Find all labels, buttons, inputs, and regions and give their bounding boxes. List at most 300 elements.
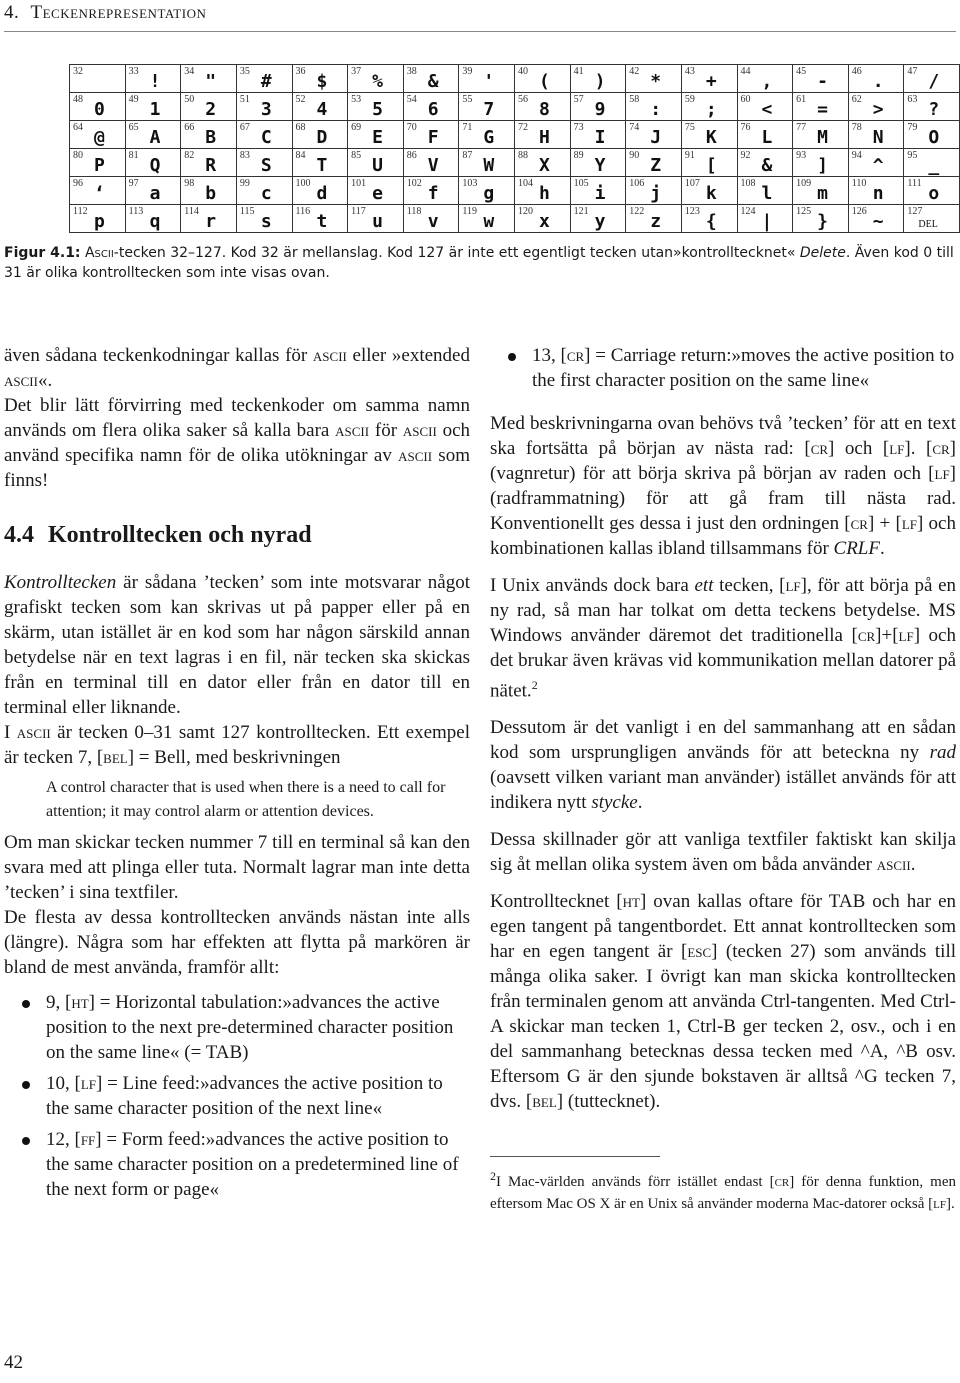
ascii-code: 35 bbox=[239, 66, 250, 77]
paragraph: De flesta av dessa kontrolltecken används nästan inte alls (längre). Några som har effekten att flytta på markören är bland de mest använda, framför allt: bbox=[4, 907, 470, 978]
ascii-cell bbox=[515, 177, 571, 205]
ascii-char: 5 bbox=[372, 99, 383, 120]
ascii-cell bbox=[403, 149, 459, 177]
ascii-cell bbox=[626, 177, 682, 205]
ascii-cell bbox=[181, 121, 237, 149]
ascii-char: o bbox=[928, 183, 940, 204]
ascii-cell bbox=[459, 177, 515, 205]
ascii-cell bbox=[570, 121, 626, 149]
ascii-cell bbox=[848, 93, 904, 121]
ascii-code: 51 bbox=[239, 94, 250, 105]
ascii-char: ] bbox=[817, 155, 828, 176]
ascii-char: 9 bbox=[594, 99, 606, 120]
ascii-cell bbox=[515, 205, 571, 233]
ascii-code: 58 bbox=[629, 94, 640, 105]
ascii-cell bbox=[904, 205, 960, 233]
ascii-cell bbox=[459, 205, 515, 233]
ascii-char: & bbox=[427, 71, 439, 92]
ascii-cell bbox=[292, 205, 348, 233]
ascii-code: 89 bbox=[573, 150, 584, 161]
ascii-code: 108 bbox=[740, 178, 756, 189]
ascii-code: 33 bbox=[128, 66, 139, 77]
ascii-cell bbox=[570, 177, 626, 205]
ascii-char: ~ bbox=[872, 211, 884, 232]
ascii-char: % bbox=[372, 71, 383, 92]
ascii-cell bbox=[737, 177, 793, 205]
ascii-char: l bbox=[761, 183, 773, 204]
ascii-code: 98 bbox=[184, 178, 195, 189]
ascii-code: 57 bbox=[573, 94, 584, 105]
ascii-code: 117 bbox=[351, 206, 366, 217]
ascii-cell bbox=[793, 121, 849, 149]
ascii-cell bbox=[626, 121, 682, 149]
block-quote: A control character that is used when there is a need to call for attention; it may control alarm or attention devices. bbox=[46, 779, 446, 820]
ascii-code: 46 bbox=[851, 66, 862, 77]
ascii-code: 114 bbox=[184, 206, 199, 217]
paragraph: Kontrolltecknet [ht] ovan kallas oftare för TAB och har en egen tangent på tangentbordet. Ett annat kontrolltecken som har en egen tangent är [esc] (tecken 27) som används till många olika saker. I övrigt kan man skicka kontrolltecken från terminalen genom att använda Ctrl-tangenten. Med Ctrl-A skickar man tecken 1, Ctrl-B ger tecken 2, osv., och i en del sammanhang betecknas dessa tecken med ^A, ^B osv. Eftersom G är den sjunde bokstaven är alltså ^G tecken 7, dvs. [bel] (tuttecknet). bbox=[490, 891, 956, 1113]
ascii-cell bbox=[570, 65, 626, 93]
ascii-cell bbox=[70, 149, 126, 177]
ascii-char: v bbox=[427, 211, 439, 232]
ascii-code: 40 bbox=[518, 66, 528, 77]
ascii-code: 41 bbox=[573, 66, 584, 77]
right-column bbox=[490, 343, 956, 1215]
ascii-cell bbox=[348, 65, 404, 93]
ascii-code: 37 bbox=[351, 66, 362, 77]
ascii-code: 92 bbox=[740, 150, 751, 161]
ascii-code: 93 bbox=[796, 150, 807, 161]
paragraph: Med beskrivningarna ovan behövs två ’tecken’ för att en text ska fortsätta på början av nästa rad: [cr] och [lf]. [cr] (vagnretur) för att börja skriva på början av raden och [lf] (radframmatning) för att gå fram till nästa rad. Konventionellt ges dessa i just den ordningen [cr] + [lf] och kombinationen kallas ibland tillsammans för CRLF. bbox=[490, 413, 956, 559]
ascii-char: _ bbox=[928, 155, 940, 176]
ascii-char: M bbox=[817, 127, 828, 148]
ascii-cell bbox=[348, 177, 404, 205]
ascii-cell bbox=[515, 93, 571, 121]
ascii-code: 111 bbox=[907, 178, 922, 189]
footnote-ref: 2 bbox=[531, 678, 538, 692]
ascii-cell bbox=[459, 65, 515, 93]
ascii-char: G bbox=[483, 127, 495, 148]
ascii-cell bbox=[626, 149, 682, 177]
bullet-list bbox=[490, 343, 956, 393]
ascii-code: 38 bbox=[406, 66, 417, 77]
ascii-code: 121 bbox=[573, 206, 589, 217]
list-item: 9, [ht] = Horizontal tabulation:»advances the active position to the next pre-determined character position on the same line« (= TAB) bbox=[4, 990, 470, 1065]
ascii-code: 44 bbox=[740, 66, 751, 77]
figure-caption bbox=[4, 243, 956, 283]
ascii-char: $ bbox=[316, 71, 328, 92]
list-item: 10, [lf] = Line feed:»advances the active position to the same character position of the next line« bbox=[4, 1071, 470, 1121]
left-column bbox=[4, 343, 470, 1208]
ascii-code: 71 bbox=[462, 122, 473, 133]
ascii-code: 91 bbox=[684, 150, 695, 161]
ascii-char: 1 bbox=[149, 99, 161, 120]
ascii-code: 100 bbox=[295, 178, 311, 189]
ascii-cell bbox=[348, 149, 404, 177]
ascii-char: p bbox=[94, 211, 105, 232]
ascii-char: m bbox=[817, 183, 828, 204]
ascii-cell bbox=[793, 65, 849, 93]
ascii-cell bbox=[348, 121, 404, 149]
ascii-cell bbox=[570, 93, 626, 121]
ascii-char: H bbox=[539, 127, 550, 148]
ascii-cell bbox=[904, 65, 960, 93]
ascii-char: f bbox=[427, 183, 439, 204]
ascii-char: c bbox=[260, 183, 272, 204]
section-heading bbox=[4, 523, 470, 548]
ascii-cell bbox=[181, 177, 237, 205]
ascii-code: 122 bbox=[629, 206, 645, 217]
ascii-char: i bbox=[594, 183, 606, 204]
ascii-cell bbox=[236, 65, 292, 93]
ascii-char: T bbox=[316, 155, 328, 176]
ascii-code: 116 bbox=[295, 206, 311, 217]
ascii-code: 112 bbox=[73, 206, 88, 217]
caption-text-1: -tecken 32–127. Kod 32 är mellanslag. Kod 127 är inte ett egentligt tecken utan»kontrolltecknet« bbox=[113, 245, 796, 261]
ascii-code: 55 bbox=[462, 94, 473, 105]
ascii-code: 102 bbox=[406, 178, 422, 189]
ascii-cell bbox=[737, 149, 793, 177]
caption-delete: Delete bbox=[799, 245, 846, 261]
ascii-cell bbox=[904, 93, 960, 121]
ascii-cell bbox=[737, 121, 793, 149]
ascii-cell bbox=[181, 205, 237, 233]
ascii-cell bbox=[737, 65, 793, 93]
ascii-cell bbox=[681, 121, 737, 149]
ascii-char: g bbox=[483, 183, 495, 204]
list-item: 13, [cr] = Carriage return:»moves the active position to the first character position on the same line« bbox=[490, 343, 956, 393]
ascii-code: 90 bbox=[629, 150, 640, 161]
ascii-code: 47 bbox=[907, 66, 918, 77]
ascii-char: Q bbox=[149, 155, 161, 176]
paragraph: I ascii är tecken 0–31 samt 127 kontrolltecken. Ett exempel är tecken 7, [bel] = Bell, med beskrivningen bbox=[4, 722, 470, 768]
ascii-char: 6 bbox=[427, 99, 439, 120]
ascii-char: > bbox=[872, 99, 884, 120]
ascii-char: J bbox=[650, 127, 662, 148]
ascii-char: / bbox=[928, 71, 940, 92]
ascii-char: N bbox=[872, 127, 884, 148]
ascii-cell bbox=[125, 149, 181, 177]
ascii-char: a bbox=[149, 183, 161, 204]
ascii-char: S bbox=[260, 155, 272, 176]
ascii-cell bbox=[292, 149, 348, 177]
ascii-code: 88 bbox=[518, 150, 528, 161]
ascii-code: 104 bbox=[518, 178, 533, 189]
ascii-cell bbox=[70, 205, 126, 233]
ascii-char: x bbox=[539, 211, 550, 232]
ascii-char: K bbox=[705, 127, 717, 148]
ascii-cell bbox=[236, 149, 292, 177]
ascii-code: 107 bbox=[684, 178, 700, 189]
ascii-cell bbox=[570, 149, 626, 177]
ascii-char: = bbox=[817, 99, 828, 120]
ascii-char: E bbox=[372, 127, 383, 148]
ascii-code: 69 bbox=[351, 122, 362, 133]
ascii-code: 118 bbox=[406, 206, 422, 217]
ascii-code: 87 bbox=[462, 150, 473, 161]
section-number: 4.4 bbox=[4, 522, 34, 548]
ascii-cell bbox=[626, 93, 682, 121]
ascii-cell bbox=[403, 177, 459, 205]
ascii-char: F bbox=[427, 127, 439, 148]
ascii-char: u bbox=[372, 211, 383, 232]
ascii-cell bbox=[904, 149, 960, 177]
ascii-cell bbox=[515, 121, 571, 149]
ascii-code: 48 bbox=[73, 94, 83, 105]
ascii-cell bbox=[125, 205, 181, 233]
ascii-code: 53 bbox=[351, 94, 362, 105]
ascii-code: 62 bbox=[851, 94, 862, 105]
paragraph: I Unix används dock bara ett tecken, [lf], för att börja på en ny rad, så man har tolkat om detta teckens betydelse. MS Windows använder däremot det traditionella [cr]+[lf] och det brukar även krävas vid kommunikation mellan datorer på nätet.$^2$ bbox=[490, 575, 957, 702]
ascii-code: 95 bbox=[907, 150, 918, 161]
ascii-cell bbox=[236, 93, 292, 121]
ascii-table bbox=[69, 64, 960, 233]
ascii-cell bbox=[515, 149, 571, 177]
ascii-cell bbox=[125, 65, 181, 93]
ascii-char: ! bbox=[149, 71, 161, 92]
ascii-cell bbox=[70, 93, 126, 121]
ascii-cell bbox=[737, 93, 793, 121]
ascii-code: 105 bbox=[573, 178, 589, 189]
ascii-code: 77 bbox=[796, 122, 807, 133]
ascii-char: < bbox=[761, 99, 773, 120]
ascii-cell bbox=[681, 65, 737, 93]
ascii-code: 86 bbox=[406, 150, 417, 161]
ascii-cell bbox=[403, 93, 459, 121]
ascii-char: @ bbox=[94, 127, 105, 148]
ascii-code: 68 bbox=[295, 122, 306, 133]
ascii-char: z bbox=[650, 211, 662, 232]
ascii-code: 42 bbox=[629, 66, 640, 77]
paragraph: även sådana teckenkodningar kallas för ascii eller »extended ascii«. bbox=[4, 345, 470, 391]
ascii-char: D bbox=[316, 127, 328, 148]
ascii-char: L bbox=[761, 127, 773, 148]
ascii-char: [ bbox=[705, 155, 717, 176]
ascii-char: R bbox=[205, 155, 217, 176]
ascii-char: k bbox=[705, 183, 717, 204]
ascii-cell bbox=[348, 93, 404, 121]
ascii-cell bbox=[125, 177, 181, 205]
ascii-code: 109 bbox=[796, 178, 812, 189]
ascii-code: 66 bbox=[184, 122, 195, 133]
ascii-code: 32 bbox=[73, 66, 83, 77]
footnote: $^2$I Mac-världen används förr istället endast [cr] för denna funktion, men eftersom Mac OS X är en Unix så använder moderna Mac-datorer också [lf]. bbox=[490, 1169, 956, 1213]
caption-ascii: Ascii bbox=[84, 245, 114, 261]
ascii-cell bbox=[403, 205, 459, 233]
ascii-code: 83 bbox=[239, 150, 250, 161]
ascii-code: 103 bbox=[462, 178, 478, 189]
ascii-code: 84 bbox=[295, 150, 306, 161]
ascii-cell bbox=[848, 65, 904, 93]
ascii-char: - bbox=[817, 71, 828, 92]
ascii-char: b bbox=[205, 183, 217, 204]
ascii-cell bbox=[181, 65, 237, 93]
ascii-code: 106 bbox=[629, 178, 645, 189]
ascii-code: 61 bbox=[796, 94, 807, 105]
ascii-char: ^ bbox=[872, 155, 884, 176]
ascii-cell bbox=[181, 93, 237, 121]
ascii-char: O bbox=[928, 127, 940, 148]
ascii-code: 79 bbox=[907, 122, 918, 133]
ascii-code: 36 bbox=[295, 66, 306, 77]
ascii-cell bbox=[848, 177, 904, 205]
ascii-char: | bbox=[761, 211, 773, 232]
ascii-code: 126 bbox=[851, 206, 867, 217]
ascii-code: 81 bbox=[128, 150, 139, 161]
ascii-code: 99 bbox=[239, 178, 250, 189]
ascii-cell bbox=[793, 149, 849, 177]
bullet-list bbox=[4, 990, 470, 1202]
ascii-char: Y bbox=[594, 155, 606, 176]
ascii-code: 67 bbox=[239, 122, 250, 133]
ascii-char: h bbox=[539, 183, 550, 204]
ascii-cell bbox=[403, 65, 459, 93]
ascii-row bbox=[70, 65, 960, 93]
ascii-char: ' bbox=[483, 71, 495, 92]
ascii-char: w bbox=[483, 211, 495, 232]
ascii-code: 78 bbox=[851, 122, 862, 133]
ascii-code: 115 bbox=[239, 206, 255, 217]
ascii-char: d bbox=[316, 183, 328, 204]
ascii-char: U bbox=[372, 155, 383, 176]
ascii-char: + bbox=[705, 71, 717, 92]
ascii-char: s bbox=[260, 211, 272, 232]
ascii-char: 3 bbox=[260, 99, 272, 120]
ascii-cell bbox=[848, 121, 904, 149]
ascii-code: 60 bbox=[740, 94, 751, 105]
ascii-char: * bbox=[650, 71, 662, 92]
ascii-code: 70 bbox=[406, 122, 417, 133]
ascii-cell bbox=[681, 93, 737, 121]
ascii-char: 0 bbox=[94, 99, 105, 120]
ascii-char: } bbox=[817, 211, 828, 232]
ascii-code: 63 bbox=[907, 94, 918, 105]
ascii-code: 96 bbox=[73, 178, 83, 189]
ascii-char: W bbox=[483, 155, 495, 176]
ascii-code: 123 bbox=[684, 206, 700, 217]
ascii-code: 80 bbox=[73, 150, 83, 161]
ascii-code: 97 bbox=[128, 178, 139, 189]
ascii-char: 8 bbox=[539, 99, 550, 120]
ascii-cell bbox=[626, 205, 682, 233]
ascii-code: 113 bbox=[128, 206, 144, 217]
ascii-cell bbox=[681, 149, 737, 177]
ascii-cell bbox=[403, 121, 459, 149]
ascii-cell bbox=[459, 93, 515, 121]
ascii-cell bbox=[515, 65, 571, 93]
ascii-char: ) bbox=[594, 71, 606, 92]
ascii-char: . bbox=[872, 71, 884, 92]
ascii-char: & bbox=[761, 155, 773, 176]
ascii-code: 94 bbox=[851, 150, 862, 161]
ascii-cell bbox=[70, 121, 126, 149]
ascii-char: 2 bbox=[205, 99, 217, 120]
ascii-cell bbox=[737, 205, 793, 233]
ascii-code: 101 bbox=[351, 178, 367, 189]
ascii-char: DEL bbox=[918, 219, 938, 230]
ascii-cell bbox=[348, 205, 404, 233]
ascii-char: I bbox=[594, 127, 606, 148]
ascii-code: 39 bbox=[462, 66, 473, 77]
ascii-char: ? bbox=[928, 99, 940, 120]
ascii-char: A bbox=[149, 127, 161, 148]
ascii-code: 76 bbox=[740, 122, 751, 133]
ascii-code: 64 bbox=[73, 122, 83, 133]
ascii-char: C bbox=[260, 127, 272, 148]
ascii-code: 75 bbox=[684, 122, 695, 133]
ascii-code: 45 bbox=[796, 66, 807, 77]
ascii-cell bbox=[181, 149, 237, 177]
ascii-char: X bbox=[539, 155, 550, 176]
ascii-cell bbox=[236, 177, 292, 205]
ascii-cell bbox=[292, 65, 348, 93]
ascii-char: 7 bbox=[483, 99, 495, 120]
ascii-char: ( bbox=[539, 71, 550, 92]
chapter-title: Teckenrepresentation bbox=[30, 2, 207, 23]
ascii-char: n bbox=[872, 183, 884, 204]
ascii-code: 34 bbox=[184, 66, 195, 77]
figure-label: Figur 4.1: bbox=[4, 245, 81, 261]
ascii-char: y bbox=[594, 211, 606, 232]
ascii-char: P bbox=[94, 155, 105, 176]
ascii-code: 82 bbox=[184, 150, 195, 161]
ascii-code: 110 bbox=[851, 178, 867, 189]
ascii-cell bbox=[125, 121, 181, 149]
ascii-code: 120 bbox=[518, 206, 533, 217]
paragraph: Det blir lätt förvirring med teckenkoder om samma namn används om flera olika saker så kalla bara ascii för ascii och använd specifika namn för de olika utökningar av ascii som finns! bbox=[4, 395, 470, 491]
ascii-cell bbox=[904, 121, 960, 149]
ascii-cell bbox=[292, 177, 348, 205]
ascii-cell bbox=[626, 65, 682, 93]
ascii-code: 127 bbox=[907, 206, 923, 217]
ascii-code: 49 bbox=[128, 94, 139, 105]
ascii-cell bbox=[681, 205, 737, 233]
list-item: 12, [ff] = Form feed:»advances the active position to the same character position on a predetermined line of the next form or page« bbox=[4, 1127, 470, 1202]
ascii-code: 125 bbox=[796, 206, 812, 217]
chapter-number: 4. bbox=[4, 2, 20, 23]
ascii-char: # bbox=[260, 71, 272, 92]
running-header bbox=[4, 0, 956, 32]
ascii-code: 54 bbox=[406, 94, 417, 105]
ascii-cell bbox=[681, 177, 737, 205]
ascii-row bbox=[70, 205, 960, 233]
ascii-code: 73 bbox=[573, 122, 584, 133]
ascii-cell bbox=[70, 177, 126, 205]
ascii-char: ; bbox=[705, 99, 717, 120]
ascii-cell bbox=[292, 93, 348, 121]
page-number: 42 bbox=[4, 1352, 23, 1373]
ascii-char: q bbox=[149, 211, 161, 232]
ascii-code: 52 bbox=[295, 94, 306, 105]
ascii-cell bbox=[459, 121, 515, 149]
ascii-row bbox=[70, 121, 960, 149]
ascii-cell bbox=[570, 205, 626, 233]
ascii-char: B bbox=[205, 127, 217, 148]
ascii-char: ‘ bbox=[94, 183, 105, 204]
ascii-cell bbox=[848, 205, 904, 233]
ascii-cell bbox=[236, 121, 292, 149]
ascii-char: V bbox=[427, 155, 439, 176]
ascii-cell bbox=[793, 205, 849, 233]
ascii-char: , bbox=[761, 71, 773, 92]
ascii-code: 50 bbox=[184, 94, 195, 105]
ascii-cell bbox=[793, 177, 849, 205]
paragraph: Kontrolltecken är sådana ’tecken’ som inte motsvarar något grafiskt tecken som kan skrivas ut på papper eller på en skärm, utan istället är en kod som har någon särskild annan betydelse när en text lagras i en fil, när tecken ska skickas från en terminal till en dator eller från en dator till en terminal eller liknande. bbox=[4, 572, 470, 718]
paragraph: Dessutom är det vanligt i en del sammanhang att en sådan kod som ursprungligen används för att beteckna ny rad (oavsett vilken variant man använder) istället används för att indikera nytt stycke. bbox=[490, 717, 956, 814]
section-title: Kontrolltecken och nyrad bbox=[48, 522, 312, 548]
paragraph: Dessa skillnader gör att vanliga textfiler faktiskt kan skilja sig åt mellan olika system även om båda använder ascii. bbox=[490, 829, 956, 876]
ascii-code: 74 bbox=[629, 122, 640, 133]
footnote-rule bbox=[490, 1156, 660, 1157]
